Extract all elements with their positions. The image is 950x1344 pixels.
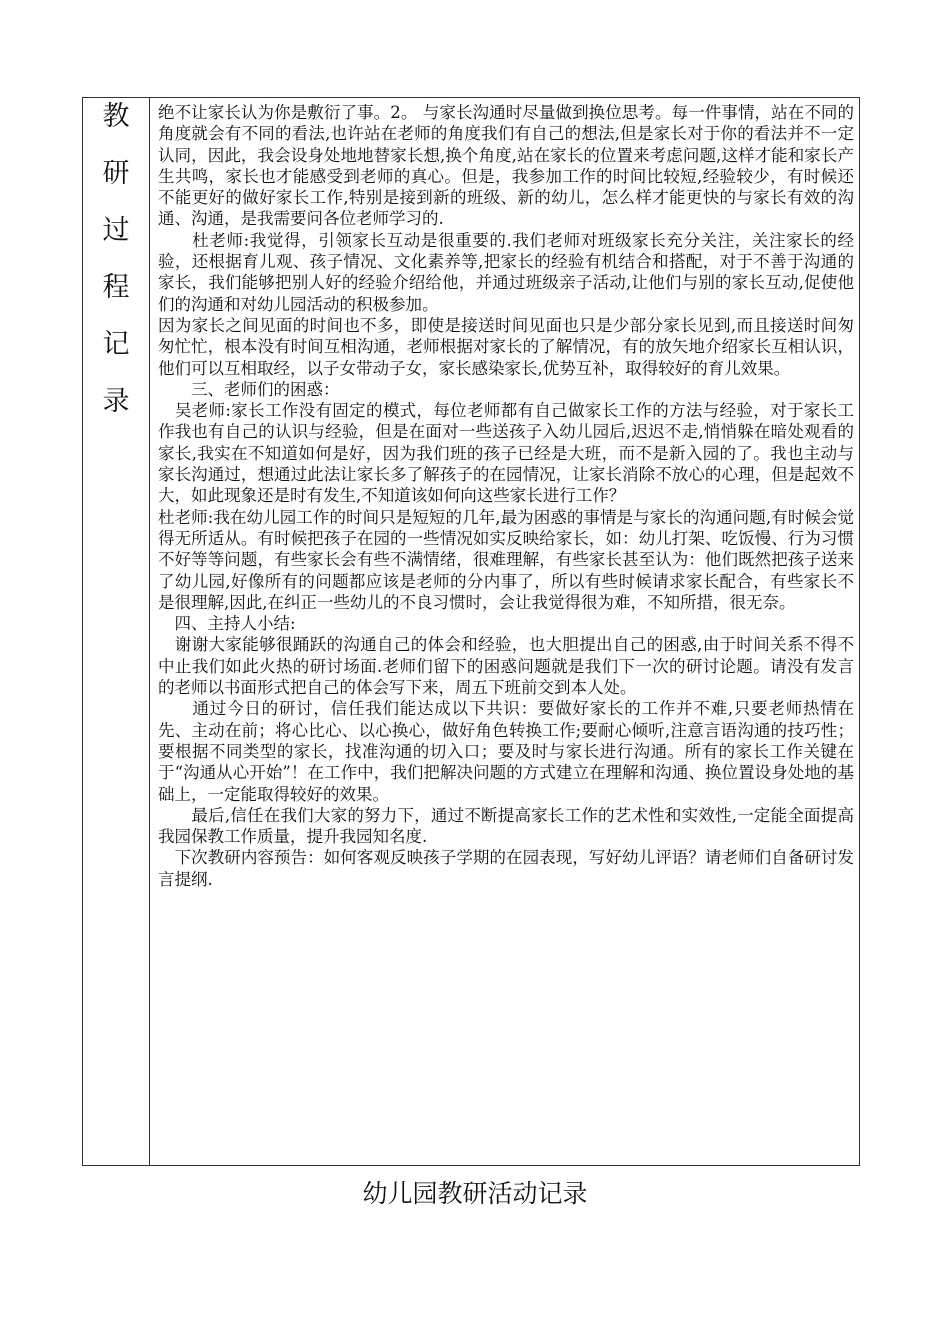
label-char: 记 (102, 329, 130, 360)
label-char: 录 (102, 386, 130, 417)
paragraph: 谢谢大家能够很踊跃的沟通自己的体会和经验，也大胆提出自己的困惑,由于时间关系不得不中止我们如此火热的研讨场面.老师们留下的困惑问题就是我们下一次的研讨论题。请没有发言的老师以书面形式把自己的体会写下来，周五下班前交到本人处。 (158, 635, 854, 698)
paragraph: 因为家长之间见面的时间也不多，即使是接送时间见面也只是少部分家长见到,而且接送时间匆匆忙忙，根本没有时间互相沟通，老师根据对家长的了解情况，有的放矢地介绍家长互相认识，他们可以互相取经，以子女带动子女，家长感染家长,优势互补，取得较好的育儿效果。 (158, 315, 854, 378)
paragraph: 通过今日的研讨，信任我们能达成以下共识：要做好家长的工作并不难,只要老师热情在先、主动在前；将心比心、以心换心，做好角色转换工作;要耐心倾听,注意言语沟通的技巧性；要根据不同类型的家长，找准沟通的切入口；要及时与家长进行沟通。所有的家长工作关键在于“沟通从心开始”！在工作中，我们把解决问题的方式建立在理解和沟通、换位置设身处地的基础上，一定能取得较好的效果。 (158, 699, 854, 804)
label-char: 过 (102, 215, 130, 246)
label-column (83, 98, 150, 1165)
paragraph: 绝不让家长认为你是敷衍了事。2。 与家长沟通时尽量做到换位思考。每一件事情，站在不同的角度就会有不同的看法,也许站在老师的角度我们有自己的想法,但是家长对于你的看法并不一定认同，因此，我会设身处地地替家长想,换个角度,站在家长的位置来考虑问题,这样才能和家长产生共鸣，家长也才能感受到老师的真心。但是，我参加工作的时间比较短,经验较少，有时候还不能更好的做好家长工作,特别是接到新的班级、新的幼儿，怎么样才能更快的与家长有效的沟通、沟通，是我需要问各位老师学习的. (158, 103, 854, 229)
section-heading: 三、老师们的困惑： (158, 379, 340, 399)
section-heading: 四、主持人小结: (158, 614, 296, 634)
label-char: 研 (102, 158, 130, 189)
record-table (82, 97, 860, 1166)
paragraph: 杜老师:我在幼儿园工作的时间只是短短的几年,最为困惑的事情是与家长的沟通问题,有时候会觉得无所适从。有时候把孩子在园的一些情况如实反映给家长，如：幼儿打架、吃饭慢、行为习惯不好等等问题，有些家长会有些不满情绪，很难理解，有些家长甚至认为：他们既然把孩子送来了幼儿园,好像所有的问题都应该是老师的分内事了，所以有些时候请求家长配合，有些家长不是很理解,因此,在纠正一些幼儿的不良习惯时，会让我觉得很为难，不知所措，很无奈。 (158, 507, 854, 612)
paragraph: 下次教研内容预告：如何客观反映孩子学期的在园表现，写好幼儿评语？请老师们自备研讨发言提纲. (158, 848, 854, 889)
paragraph: 吴老师:家长工作没有固定的模式，每位老师都有自己做家长工作的方法与经验，对于家长工作我也有自己的认识与经验，但是在面对一些送孩子入幼儿园后,迟迟不走,悄悄躲在暗处观看的家长,我实在不知道如何是好，因为我们班的孩子已经是大班，而不是新入园的了。我也主动与家长沟通过，想通过此法让家长多了解孩子的在园情况，让家长消除不放心的心理，但是起效不大，如此现象还是时有发生,不知道该如何向这些家长进行工作？ (158, 401, 854, 506)
document-title: 幼儿园教研活动记录 (362, 1179, 588, 1208)
paragraph: 最后,信任在我们大家的努力下，通过不断提高家长工作的艺术性和实效性,一定能全面提高我园保教工作质量，提升我园知名度. (158, 805, 854, 847)
paragraph: 杜老师:我觉得，引领家长互动是很重要的.我们老师对班级家长充分关注，关注家长的经验，还根据育儿观、孩子情况、文化素养等,把家长的经验有机结合和搭配，对于不善于沟通的家长，我们能够把别人好的经验介绍给他，并通过班级亲子活动,让他们与别的家长互动,促使他们的沟通和对幼儿园活动的积极参加。 (158, 230, 854, 314)
label-char: 程 (102, 272, 130, 303)
label-char: 教 (102, 101, 130, 132)
record-content (158, 102, 854, 890)
